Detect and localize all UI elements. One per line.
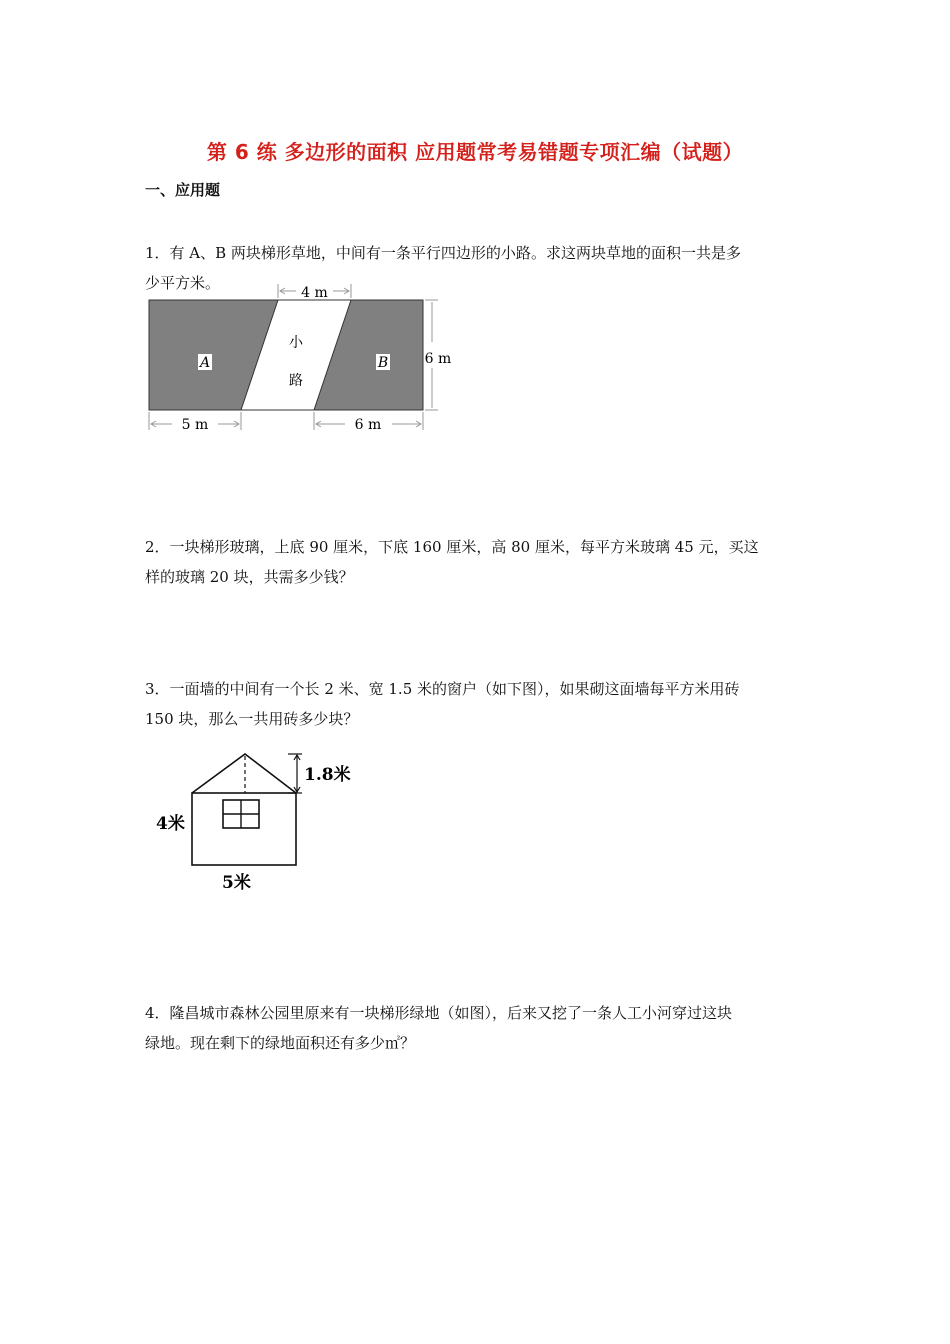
problem-4-line-2: 绿地。现在剩下的绿地面积还有多少㎡？ <box>145 1034 416 1052</box>
label-a: A <box>199 355 211 371</box>
path-char-1: 小 <box>289 335 303 351</box>
height-label: 1.8米 <box>304 765 351 785</box>
problem-2-line-2: 样的玻璃 20 块，共需多少钱？ <box>145 568 354 586</box>
label-b: B <box>377 355 389 371</box>
roof-outline <box>192 754 296 793</box>
problem-3 <box>145 674 810 734</box>
side-label: 4米 <box>156 814 185 834</box>
page-title: 第 6 练 多边形的面积 应用题常考易错题专项汇编（试题） <box>206 140 744 164</box>
problem-4 <box>145 998 810 1058</box>
problem-1-line-1: 1．有 A、B 两块梯形草地，中间有一条平行四边形的小路。求这两块草地的面积一共是多 <box>145 244 741 262</box>
problem-3-line-2: 150 块，那么一共用砖多少块？ <box>145 710 359 728</box>
problem-2 <box>145 532 810 592</box>
section-heading: 一、应用题 <box>145 181 221 199</box>
path-char-2: 路 <box>289 373 303 389</box>
top-dimension-label: 4 m <box>301 285 328 301</box>
bottom-right-dimension-label: 6 m <box>354 417 382 433</box>
figure-grass-fields <box>140 278 470 438</box>
base-label: 5米 <box>222 873 251 893</box>
problem-1-line-2: 少平方米。 <box>145 274 221 292</box>
right-dimension-label: 6 m <box>424 351 452 367</box>
figure-wall <box>150 748 370 898</box>
bottom-left-dimension-label: 5 m <box>181 417 209 433</box>
problem-4-line-1: 4．隆昌城市森林公园里原来有一块梯形绿地（如图），后来又挖了一条人工小河穿过这块 <box>145 1004 733 1022</box>
wall-rectangle <box>192 793 296 865</box>
problem-2-line-1: 2．一块梯形玻璃，上底 90 厘米，下底 160 厘米，高 80 厘米，每平方米玻璃 45 元，买这 <box>145 538 759 556</box>
problem-3-line-1: 3．一面墙的中间有一个长 2 米、宽 1.5 米的窗户（如下图），如果砌这面墙每平方米用砖 <box>145 680 740 698</box>
